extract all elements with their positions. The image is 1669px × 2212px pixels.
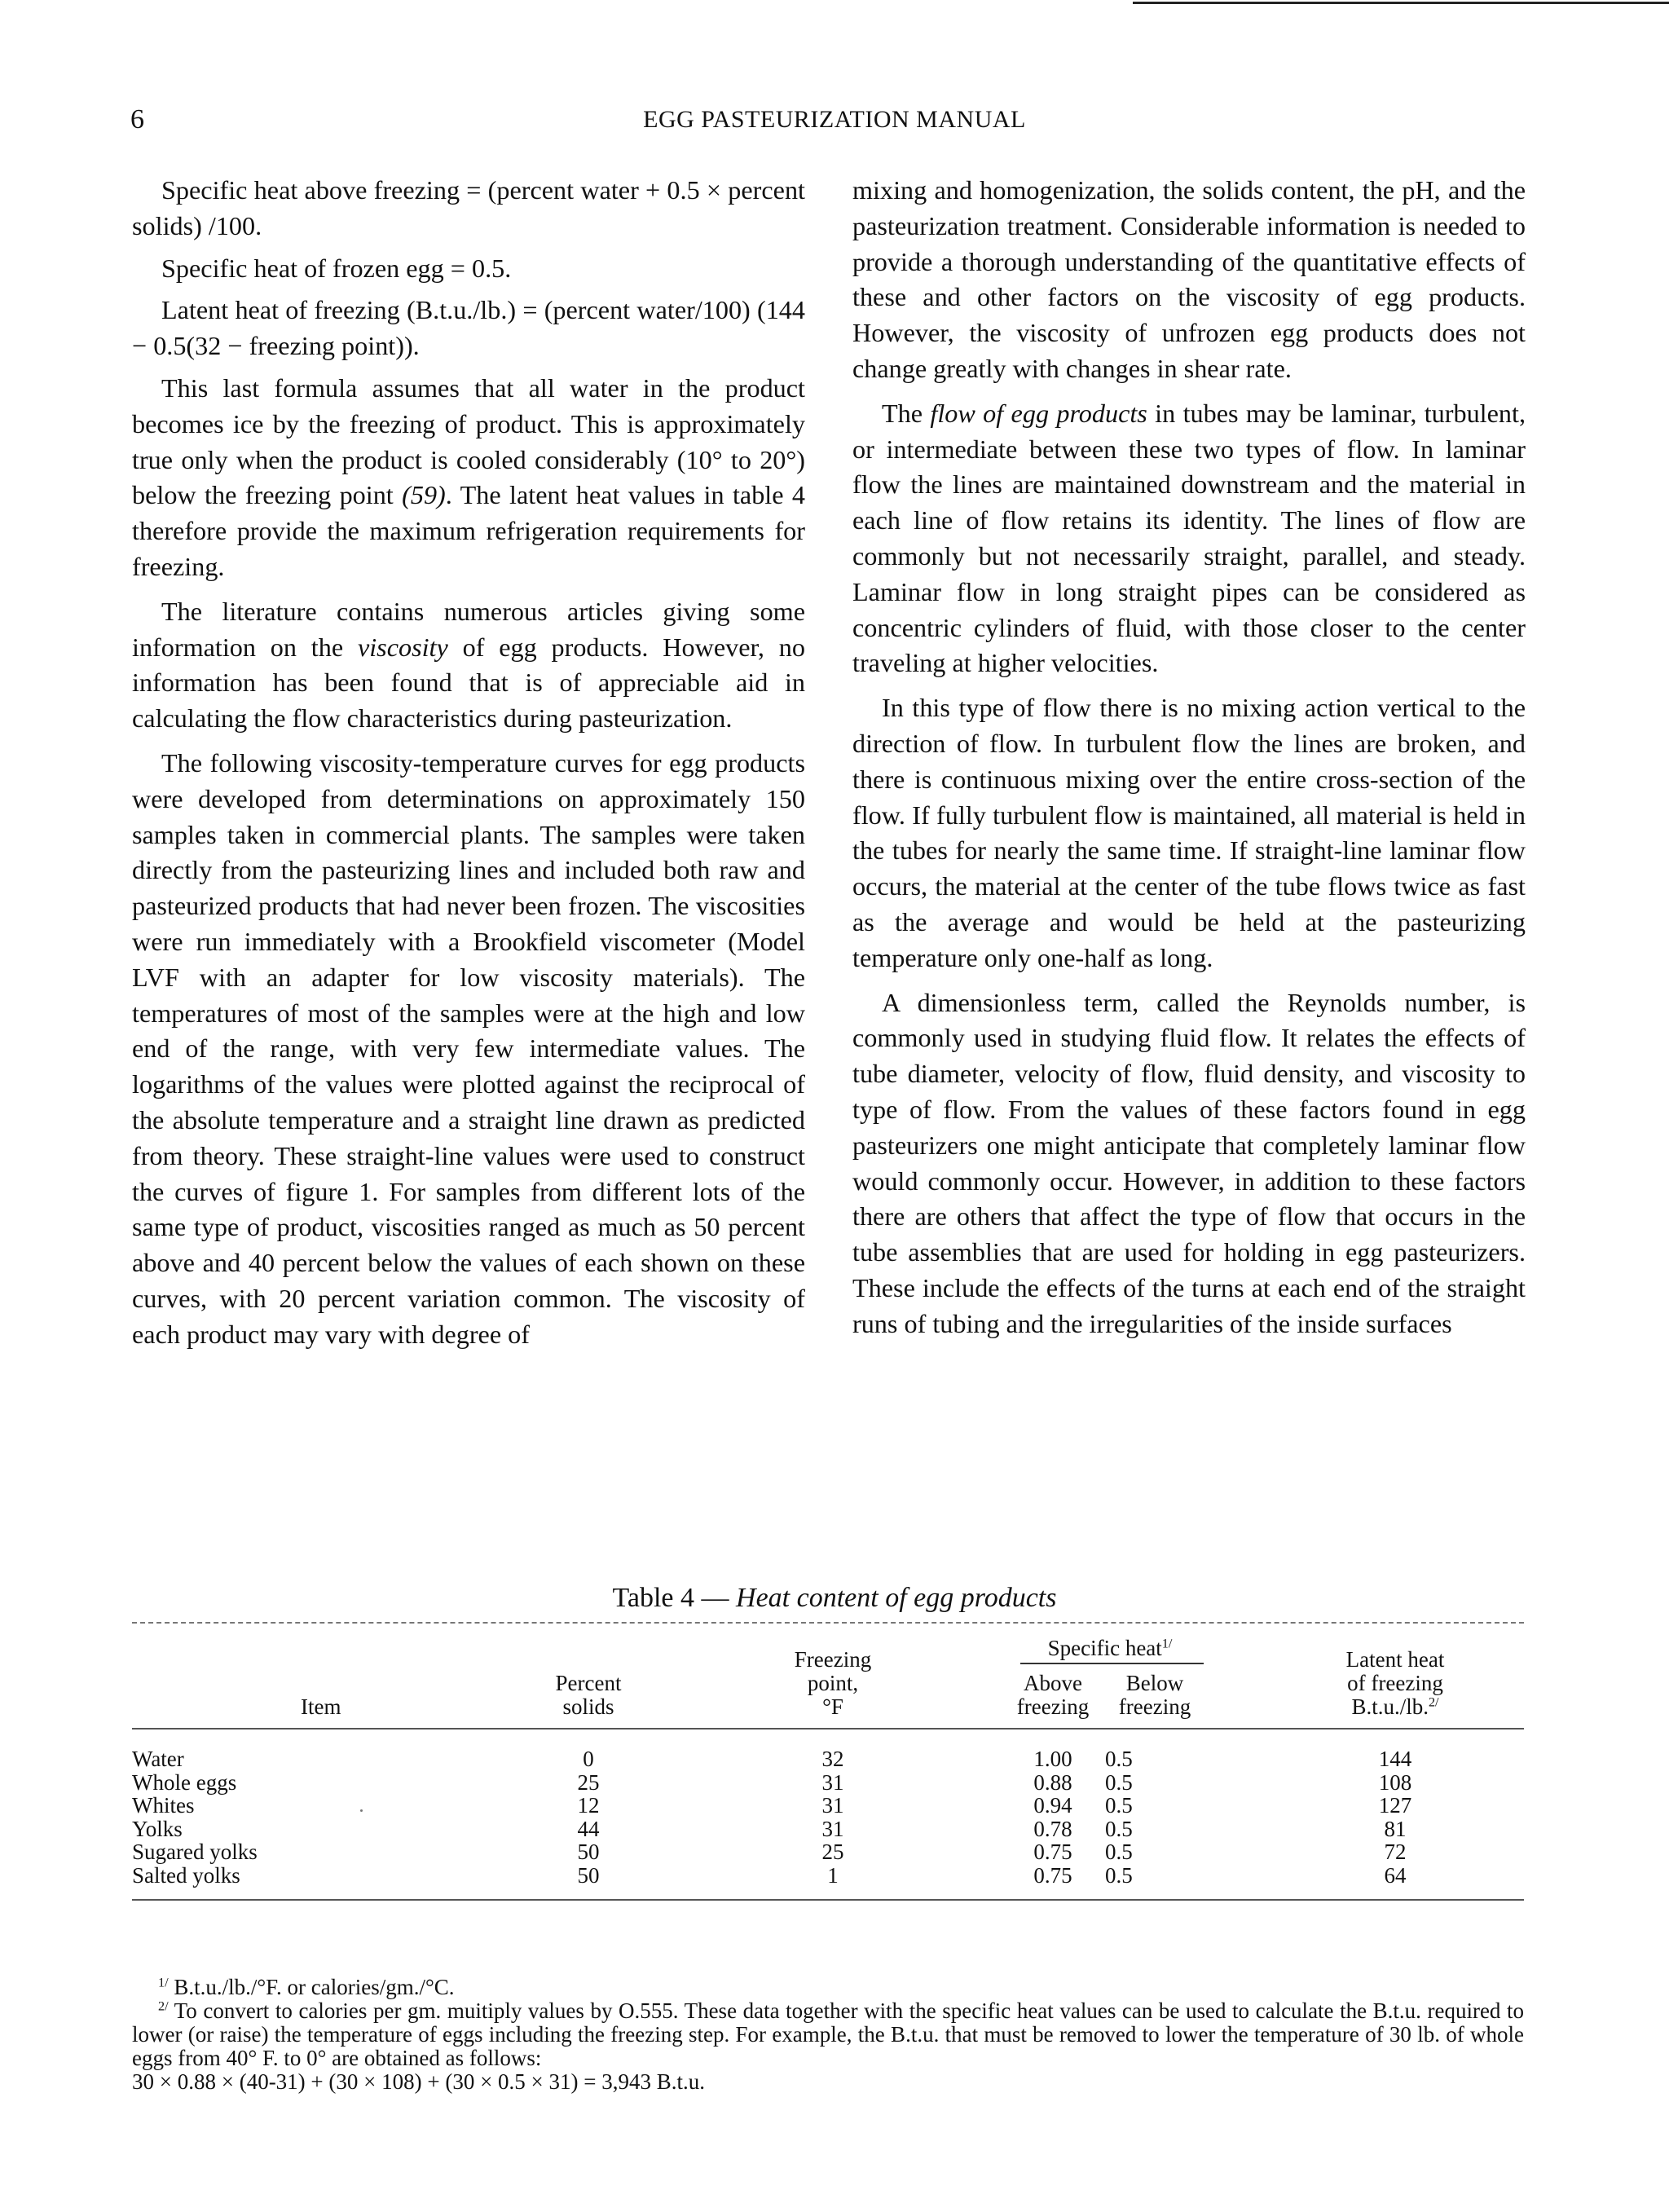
cell-item: Salted yolks	[132, 1862, 240, 1888]
paragraph-literature-text-1: The literature contains numerous articles giving some information on the	[132, 596, 805, 662]
header-latent-line-3	[1330, 1695, 1460, 1719]
paragraph-viscosity-curves: The following viscosity-temperature curves for egg products were developed from determinations on approximately 150 samples taken in commercial plants. The samples were taken directly from the pasteurizing lines and included both raw and pasteurized products that had never been frozen. The viscosities were run immediately with a Brookfield viscometer (Model LVF with an adapter for low viscosity materials). The temperatures of most of the samples were at the high and low end of the range, with very few intermediate values. The logarithms of the values were plotted against the reciprocal of the absolute temperature and a straight line drawn as predicted from theory. These straight-line values were used to construct the curves of figure 1. For samples from different lots of the same type of product, viscosities ranged as much as 50 percent above and 40 percent below the values of each shown on these curves, with 20 percent variation common. The viscosity of each product may vary with degree of	[132, 747, 805, 1349]
cell-freezing-point: 25	[821, 1840, 844, 1864]
header-below-line-1: Below	[1125, 1671, 1184, 1695]
header-bottom-rule	[132, 1728, 1524, 1730]
cell-above-freezing: 0.94	[1033, 1793, 1072, 1818]
cell-above-freezing: 1.00	[1033, 1747, 1072, 1771]
header-latent-line-1: Latent heat	[1345, 1647, 1445, 1672]
cell-freezing-point: 31	[821, 1769, 844, 1795]
specific-heat-underline	[1020, 1663, 1204, 1664]
cell-solids: 12	[577, 1793, 600, 1818]
cell-latent-heat: 64	[1384, 1862, 1407, 1888]
left-column	[132, 173, 805, 1362]
footnote-1-mark: 1/	[158, 1975, 169, 1990]
header-solids	[523, 1672, 654, 1719]
cell-below-freezing: 0.5	[1105, 1816, 1133, 1841]
scan-top-rule	[1133, 2, 1669, 4]
footnote-1-text: B.t.u./lb./°F. or calories/gm./°C.	[168, 1975, 455, 1999]
header-latent-unit: B.t.u./lb.	[1351, 1694, 1429, 1719]
cell-item: Whites	[132, 1793, 195, 1818]
header-freezing-line-2: point,	[807, 1671, 859, 1695]
cell-item: Whole eggs	[132, 1769, 237, 1795]
citation-ref: (59)	[402, 480, 446, 510]
paragraph-literature	[132, 594, 805, 737]
cell-latent-heat: 72	[1384, 1840, 1407, 1864]
header-solids-line-1: Percent	[555, 1671, 622, 1695]
cell-below-freezing: 0.5	[1105, 1769, 1133, 1795]
formula-specific-heat-frozen: Specific heat of frozen egg = 0.5.	[161, 253, 512, 283]
paragraph-reynolds: A dimensionless term, called the Reynolds number, is commonly used in studying fluid flow. It relates the effects of tube diameter, velocity of flow, fluid density, and viscosity to type of flow. From the values of these factors found in egg pasteurizers one might anticipate that completely laminar flow would commonly occur. However, in addition to these factors there are others that affect the type of flow that occurs in the tube assemblies that are used for holding in egg pasteurizers. These include the effects of the turns at each end of the straight runs of tubing and the irregularities of the inside surfaces	[852, 987, 1526, 1338]
scan-speck	[360, 1809, 363, 1812]
header-item: Item	[301, 1694, 341, 1719]
footnote-1	[132, 1976, 1524, 1999]
table-caption: Heat content of egg products	[736, 1583, 1057, 1613]
paragraph-mixing: In this type of flow there is no mixing action vertical to the direction of flow. In turbulent flow the lines are broken, and there is continuous mixing over the entire cross-section of the flow. If fully turbulent flow is maintained, all material is held in the tubes for nearly the same time. If straight-line laminar flow occurs, the material at the center of the tube flows twice as fast as the average and would be held at the pasteurizing temperature only one-half as long.	[852, 693, 1526, 972]
cell-solids: 25	[577, 1769, 600, 1795]
paragraph-assumption-text-1: This last formula assumes that all water in the product becomes ice by the freezing of product. This is approximately true only when the product is cooled considerably (10° to 20°) below the freezing point	[132, 372, 805, 510]
header-above-line-2: freezing	[1016, 1694, 1090, 1719]
cell-solids: 0	[583, 1747, 594, 1771]
cell-below-freezing: 0.5	[1105, 1862, 1133, 1888]
table-bottom-rule	[132, 1899, 1524, 1901]
table-top-rule	[132, 1622, 1524, 1624]
formula-latent-heat: Latent heat of freezing (B.t.u./lb.) = (percent water/100) (144 − 0.5(32 − freezing point)).	[132, 295, 805, 361]
page-number: 6	[130, 104, 144, 134]
table-row	[132, 1840, 1524, 1864]
header-below-freezing	[1102, 1672, 1208, 1719]
formula-specific-heat-above: Specific heat above freezing = (percent water + 0.5 × percent solids) /100.	[132, 175, 805, 240]
cell-latent-heat: 81	[1384, 1816, 1407, 1841]
paragraph-flow	[852, 396, 1526, 681]
cell-latent-heat: 127	[1378, 1793, 1412, 1818]
header-latent-heat	[1330, 1648, 1460, 1719]
cell-freezing-point: 32	[821, 1747, 844, 1771]
cell-solids: 44	[577, 1816, 600, 1841]
footnote-2-equation: 30 × 0.88 × (40-31) + (30 × 108) + (30 × 0.5 × 31) = 3,943 B.t.u.	[132, 2069, 706, 2094]
paragraph-flow-text-2: in tubes may be laminar, turbulent, or intermediate between these two types of flow. In laminar flow the lines are maintained downstream and the material in each line of flow retains its identity. The lines of flow are commonly but not necessarily straight, parallel, and steady. Laminar flow in long straight pipes can be considered as concentric cylinders of fluid, with those closer to the center traveling at higher velocities.	[852, 398, 1526, 678]
cell-latent-heat: 108	[1378, 1769, 1412, 1795]
cell-freezing-point: 1	[827, 1862, 839, 1888]
cell-solids: 50	[577, 1862, 600, 1888]
cell-item: Sugared yolks	[132, 1840, 258, 1864]
table-row	[132, 1771, 1524, 1795]
footnote-2-marker: 2/	[1428, 1694, 1439, 1710]
cell-solids: 50	[577, 1840, 600, 1864]
cell-latent-heat: 144	[1378, 1747, 1412, 1771]
header-latent-line-2: of freezing	[1347, 1671, 1443, 1695]
header-above-line-1: Above	[1024, 1671, 1082, 1695]
cell-above-freezing: 0.75	[1033, 1840, 1072, 1864]
cell-above-freezing: 0.78	[1033, 1816, 1072, 1841]
table-label: Table 4 —	[612, 1583, 737, 1613]
footnotes	[132, 1976, 1524, 2094]
running-title: EGG PASTEURIZATION MANUAL	[643, 106, 1026, 133]
paragraph-assumption	[132, 371, 805, 585]
header-freezing-point	[751, 1648, 914, 1719]
cell-below-freezing: 0.5	[1105, 1840, 1133, 1864]
paragraph-literature-text-2: of egg products. However, no information has been found that is of appreciable aid in calculating the flow characteristics during pasteurization.	[132, 632, 805, 734]
cell-above-freezing: 0.75	[1033, 1862, 1072, 1888]
right-column	[852, 173, 1526, 1351]
cell-freezing-point: 31	[821, 1816, 844, 1841]
cell-above-freezing: 0.88	[1033, 1769, 1072, 1795]
paragraph-assumption-text-2: . The latent heat values in table 4 therefore provide the maximum refrigeration requirements for freezing.	[132, 480, 806, 581]
footnote-1-marker: 1/	[1161, 1636, 1173, 1651]
cell-item: Yolks	[132, 1816, 183, 1841]
table-row	[132, 1747, 1524, 1771]
cell-below-freezing: 0.5	[1105, 1747, 1133, 1771]
footnote-2-text: To convert to calories per gm. muitiply values by O.555. These data together with the specific heat values can be used to calculate the B.t.u. required to lower (or raise) the temperature of eggs including the freezing step. For example, the B.t.u. that must be removed to lower the temperature of 30 lb. of whole eggs from 40° F. to 0° are obtained as follows:	[132, 1998, 1524, 2070]
cell-freezing-point: 31	[821, 1793, 844, 1818]
table-title	[0, 1583, 1669, 1614]
table-row	[132, 1818, 1524, 1841]
table-row	[132, 1864, 1524, 1888]
footnote-2	[132, 1999, 1524, 2070]
term-viscosity: viscosity	[357, 632, 448, 662]
header-freezing-line-1: Freezing	[794, 1647, 872, 1672]
table-row	[132, 1794, 1524, 1818]
header-below-line-2: freezing	[1118, 1694, 1191, 1719]
header-above-freezing	[1004, 1672, 1102, 1719]
header-specific-heat-text: Specific heat	[1047, 1636, 1162, 1660]
paragraph-flow-text-1: The	[882, 398, 931, 428]
term-flow-of-egg-products: flow of egg products	[930, 398, 1147, 428]
cell-item: Water	[132, 1747, 184, 1771]
paragraph-continued: mixing and homogenization, the solids content, the pH, and the pasteurization treatment. Considerable information is needed to provide a thorough understanding of the quantitative effects of these and other factors on the viscosity of egg products. However, the viscosity of unfrozen egg products does not change greatly with changes in shear rate.	[852, 175, 1526, 383]
header-freezing-line-3: °F	[822, 1694, 843, 1719]
header-solids-line-2: solids	[562, 1694, 614, 1719]
header-specific-heat	[1012, 1637, 1208, 1660]
footnote-2-mark: 2/	[158, 1998, 169, 2014]
cell-below-freezing: 0.5	[1105, 1793, 1133, 1818]
